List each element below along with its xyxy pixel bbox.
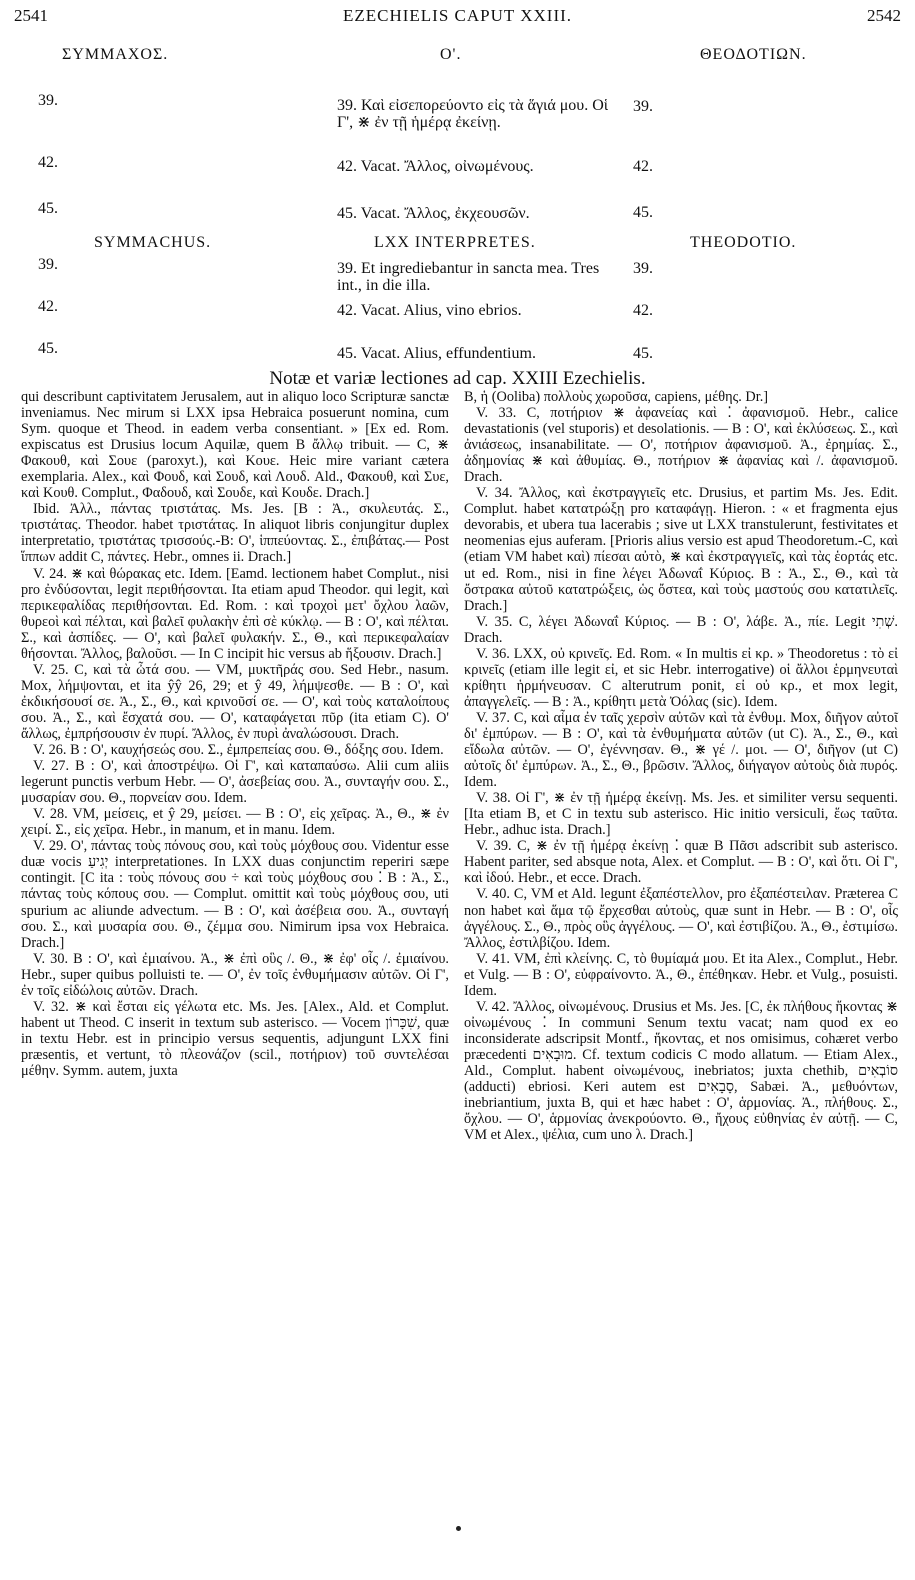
greek-left-verse-num: 39. bbox=[38, 92, 58, 109]
note-paragraph: V. 28. VM, μείσεις, et ŷ 29, μείσει. — B : O', εἰς χεῖρας. Ἀ., Θ., ⋇ ἐν χειρί. Σ., εἰς χεῖρα. Hebr., in manum, et in manu. Idem. bbox=[21, 806, 449, 839]
note-paragraph: V. 35. C, λέγει Ἀδωναΐ Κύριος. — B : O', λάβε. Ἀ., πίε. Legit שְׁתִי. Drach. bbox=[464, 613, 898, 646]
notes-title: Notæ et variæ lectiones ad cap. XXIII Ezechielis. bbox=[269, 368, 646, 389]
greek-col-heading-theodotion: ΘΕΟΔΟΤΙΩΝ. bbox=[700, 46, 807, 63]
note-paragraph: V. 40. C, VM et Ald. legunt ἐξαπέστελλον, pro ἐξαπέστειλαν. Præterea C non habet καὶ ἅμα τῷ ἔρχεσθαι αὐτοὺς, quæ sunt in Hebr. — B : O', οἷς ἀγγέλους. Σ., Θ., πρὸς οὓς ἀγγέλους. — O', καὶ ἐστιβίζου. Ἀ., Θ., ἐστιμίσω. Ἄλλος, ἐστιλβίζου. Idem. bbox=[464, 886, 898, 951]
latin-col-heading-lxx: LXX INTERPRETES. bbox=[374, 234, 536, 251]
page-title: EZECHIELIS CAPUT XXIII. bbox=[342, 6, 573, 25]
latin-right-verse-num: 42. bbox=[633, 302, 653, 319]
right-page-number: 2542 bbox=[867, 6, 901, 25]
greek-left-verse-num: 45. bbox=[38, 200, 58, 217]
greek-lxx-verse: 39. Καὶ εἰσεπορεύοντο εἰς τὰ ἅγιά μου. Οἱ Γ', ⋇ ἐν τῇ ἡμέρᾳ ἐκείνῃ. bbox=[337, 97, 609, 131]
note-paragraph: V. 34. Ἄλλος, καὶ ἐκστραγγιεῖς etc. Drusius, et partim Ms. Jes. Edit. Complut. habet κατατρώξῃ pro καταφάγῃ. Hieron. : « et fragmenta ejus devorabis, et ubera tua lacerabis ; sive ut LXX transtulerunt, festivitates et neomenias ejus auferam. [Prioris alius versio est apud Theodoretum.-C, καὶ (etiam VM habet καὶ) πίεσαι αὐτὸ, ⋇ καὶ ἐκστραγγιεῖς, καὶ τὰς ἑορτάς etc. ut ed. Rom., nisi in fine λέγει Ἀδωναΐ Κύριος. B : Ἀ., Σ., Θ., καὶ τὰ ὄστρακα αὐτοῦ κατατρώξεις, ὡς ὄστεα, καὶ τοὺς μαστούς σου κατατιλεῖς. Drach.] bbox=[464, 485, 898, 614]
note-paragraph: V. 37. C, καὶ αἷμα ἐν ταῖς χερσὶν αὐτῶν καὶ τὰ ἐνθυμ. Mox, διῆγον αὐτοῖ δι' ἐμπύρων. — B : O', καὶ τὰ ἐνθυμήματα αὐτῶν (ut C). Ἀ., Σ., Θ., καὶ εἴδωλα αὐτῶν. — O', ἐγέννησαν. Θ., ⋇ γέ /. μοι. — O', διῆγον (ut C) αὐτοῖς δι' ἐμπύρων. Ἀ., Σ., Θ., βρῶσιν. Ἄλλος, διήγαγον αὐτοὺς διὰ πυρός. Idem. bbox=[464, 709, 898, 791]
note-paragraph: V. 25. C, καὶ τὰ ὦτά σου. — VM, μυκτῆράς σου. Sed Hebr., nasum. Mox, λήμψονται, et ita ŷŷ 26, 29; et ŷ 49, λήμψεσθε. — B : O', καὶ ἐκδικήσουσί σε. Ἀ., Σ., Θ., καὶ κρινοῦσί σε. — O', καὶ τοὺς καταλοίπους σου. Ἀ., Σ., καὶ ἔσχατά σου. — O', καταφάγεται πῦρ (ita etiam C). O' ἄλλως, ἐμπρήσουσιν ἐν πυρί. Ἄλλος, ἐν πυρὶ ἀναλώσουσι. Drach. bbox=[21, 661, 449, 742]
greek-left-verse-num: 42. bbox=[38, 154, 58, 171]
note-paragraph: V. 26. B : O', καυχήσεώς σου. Σ., ἐμπρεπείας σου. Θ., δόξης σου. Idem. bbox=[33, 742, 444, 759]
note-paragraph: V. 41. VM, ἐπὶ κλείνης. C, τὸ θυμίαμά μου. Et ita Alex., Complut., Hebr. et Vulg. — B : O', εὐφραίνοντο. Ἀ., Θ., ἐπέθηκαν. Hebr. et Vulg., posuisti. Idem. bbox=[464, 950, 898, 999]
note-paragraph: B, ἡ (Ooliba) πολλοὺς χωροῦσα, capiens, μέθης. Dr.] bbox=[464, 389, 769, 405]
latin-col-heading-symmachus: SYMMACHUS. bbox=[94, 234, 212, 251]
notes-right-column bbox=[464, 389, 898, 1143]
note-paragraph: V. 27. B : O', καὶ ἀποστρέψω. Οἱ Γ', καὶ καταπαύσω. Alii cum aliis legerunt punctis verbum Hebr. — O', ἀσεβείας σου. Ἀ., συνταγήν σου. Σ., μυσαρίαν σου. Θ., πορνείαν σου. Idem. bbox=[21, 758, 449, 807]
left-page-number: 2541 bbox=[14, 6, 48, 25]
running-header bbox=[14, 6, 901, 30]
greek-col-heading-symmachus: ΣΥΜΜΑΧΟΣ. bbox=[62, 46, 169, 63]
latin-col-heading-theodotion: THEODOTIO. bbox=[690, 234, 797, 251]
greek-right-verse-num: 39. bbox=[633, 98, 653, 115]
latin-lxx-verse: 42. Vacat. Alius, vino ebrios. bbox=[337, 302, 522, 319]
greek-right-verse-num: 42. bbox=[633, 158, 653, 175]
note-paragraph: V. 42. Ἄλλος, οἰνωμένους. Drusius et Ms. Jes. [C, ἐκ πλήθους ἥκοντας ⋇ οἰνωμένους ⁚ In communi Senum textu vacat; nam quod ex eo inconsiderate adscripsit Montf., ἥκοντας, et nos omisimus, cohæret verbo præcedenti מוּבָאִים. Cf. textum codicis C modo allatum. — Etiam Alex., Ald., Complut. habent οἰνωμένους, inebriatos; juxta chethib, סוֹבְאִים (adducti) ebriosi. Keri autem est סָבָאִים, Sabæi. Ἀ., μεθυόντων, inebriantium, juxta B, qui et hæc habet : O', ἁρμονίας. Ἀ., πλήθους. Σ., ὄχλου. — O', ἁρμονίας ἀνεκρούοντο. Θ., ἤχους εὐθηνίας ἐν αὐτῇ. — C, VM et Alex., ψέλια, cum uno λ. Drach.] bbox=[464, 998, 898, 1144]
latin-right-verse-num: 39. bbox=[633, 260, 653, 277]
note-paragraph: V. 38. Οἱ Γ', ⋇ ἐν τῇ ἡμέρᾳ ἐκείνῃ. Ms. Jes. et similiter versu sequenti. [Ita etiam B, et C in textu sub asterisco. Hic initio versiculi, ἕως ταῦτα. Hebr., adhuc ista. Drach.] bbox=[464, 790, 898, 839]
notes-left-column bbox=[21, 389, 449, 1079]
greek-lxx-verse: 45. Vacat. Ἄλλος, ἐκχεουσῶν. bbox=[337, 205, 530, 222]
latin-lxx-verse: 39. Et ingrediebantur in sancta mea. Tres int., in die illa. bbox=[337, 260, 600, 294]
note-paragraph: V. 30. B : O', καὶ ἐμιαίνου. Ἀ., ⋇ ἐπὶ οὓς /. Θ., ⋇ ἐφ' οἷς /. ἐμιαίνου. Hebr., super quibus polluisti te. — O', ἐν τοῖς ἐνθυμήμασιν αὐτῶν. Οἱ Γ', ἐν τοῖς εἰδώλοις αὐτῶν. Drach. bbox=[21, 950, 449, 999]
latin-left-verse-num: 42. bbox=[38, 298, 58, 315]
note-paragraph: V. 33. C, ποτήριον ⋇ ἀφανείας καὶ ⁚ ἀφανισμοῦ. Hebr., calice devastationis (vel stuporis) et desolationis. — B : O', καὶ ἐκλύσεως. Σ., καὶ ἀνιάσεως, insanabilitate. — O', ποτήριον ἀφανισμοῦ. Ἀ., ἐρημίας. Σ., ἀδημονίας ⋇ καὶ ἀθυμίας. Θ., ποτήριον ⋇ ἀφανίας καὶ /. ἀφανισμοῦ. Drach. bbox=[464, 405, 898, 486]
note-paragraph: V. 29. O', πάντας τοὺς πόνους σου, καὶ τοὺς μόχθους σου. Videntur esse duæ vocis יְגִיעַ interpretationes. In LXX duas conjunctim reperiri sæpe contingit. [C ita : τοὺς πόνους σου ÷ καὶ τοὺς μόχθους σου ⁚ B : Ἀ., Σ., πάντας τοὺς κόπους σου. — Complut. omittit καὶ τοὺς μόχθους σου, uti spurium ac aliunde advectum. — B : O', καὶ ἀσέβεια σου. Ἀ., συνταγή σου. Σ., καὶ μυσαρία σου. Θ., ζέμμα σου. Nimirum ipsa vox Hebraica. Drach.] bbox=[21, 838, 449, 951]
latin-lxx-verse: 45. Vacat. Alius, effundentium. bbox=[337, 345, 536, 362]
note-paragraph: Ibid. Ἀλλ., πάντας τριστάτας. Ms. Jes. [B : Ἀ., σκυλευτάς. Σ., τριστάτας. Theodor. habet τριστάτας. In aliquot libris conjungitur duplex interpretatio, τριστάτας τρισσούς.-B: O', ἱππεύοντας. Σ., ἐπιβάτας.— Post ἵππων addit C, πάντες. Hebr., omnes ii. Drach.] bbox=[21, 501, 449, 566]
latin-right-verse-num: 45. bbox=[633, 345, 653, 362]
note-paragraph: V. 36. LXX, οὐ κρινεῖς. Ed. Rom. « In multis εἰ κρ. » Theodoretus : τὸ εἰ κρινεῖς (etiam ille legit εἰ, et sic Hebr. interrogative) οἱ ἄλλοι ἑρμηνευταὶ κρίθητι ἡρμήνευσαν. C alterutrum ponit, εἰ οὐ κρ., et mox legit, ἀπαγγελεῖς. — B : Ἀ., κρίθητι μετὰ Ὀόλας (sic). Idem. bbox=[464, 645, 898, 710]
latin-left-verse-num: 39. bbox=[38, 256, 58, 273]
greek-lxx-verse: 42. Vacat. Ἄλλος, οἰνωμένους. bbox=[337, 158, 534, 175]
note-paragraph: V. 39. C, ⋇ ἐν τῇ ἡμέρᾳ ἐκείνῃ ⁚ quæ B Πᾶσι adscribit sub asterisco. Habent pariter, sed absque nota, Alex. et Complut. — B : O', καὶ ὅτι. Οἱ Γ', καὶ ἰδού. Hebr., et ecce. Drach. bbox=[464, 838, 898, 887]
latin-left-verse-num: 45. bbox=[38, 340, 58, 357]
note-paragraph: V. 32. ⋇ καὶ ἔσται εἰς γέλωτα etc. Ms. Jes. [Alex., Ald. et Complut. habent ut Theod. C inserit in textum sub asterisco. — Vocem שִׁכָּרוֹן, quæ in textu Hebr. est in principio versus sequentis, adjungunt LXX fini præsentis, et vertunt, τὸ πλεονάζον (scil., ποτήριον) τοῦ συντελέσαι μέθην. Symm. autem, juxta bbox=[21, 998, 450, 1079]
greek-col-heading-lxx: Ο'. bbox=[440, 46, 462, 63]
bottom-dot-mark bbox=[456, 1526, 461, 1531]
note-paragraph: qui describunt captivitatem Jerusalem, aut in aliquo loco Scripturæ sanctæ inveniamus. Nec mirum si LXX ipsa Hebraica posuerunt nomina, cum Sym. quoque et Theod. in eadem verba consentiant. » [Ex ed. Rom. expiscatus est Drusius locum Aquilæ, quem B ἄλλῳ tribuit. — C, ⋇ Φακουθ, καὶ Σουε (paroxyt.), καὶ Κουε. Heic mire variant cætera exemplaria. Alex., καὶ Φουδ, καὶ Σουδ, καὶ Λουδ. Ald., Φακουθ, καὶ Συε, καὶ Κουθ. Complut., Φαδουδ, καὶ Σουδε, καὶ Κουδε. Drach.] bbox=[21, 389, 449, 502]
note-paragraph: V. 24. ⋇ καὶ θώρακας etc. Idem. [Eamd. lectionem habet Complut., nisi pro ἐνδύσονται, legit περιθήσονται. Ita etiam apud Theodor. qui legit, καὶ περικεφαλίδας περιθήσονται. Ed. Rom. : καὶ τροχοὶ μετ' ὄχλου λαῶν, θυρεοὶ καὶ πέλται, καὶ βαλεῖ φυλακὴν ἐπὶ σὲ κύκλῳ. — B : O', καὶ πέλται. Σ., καὶ ἀσπίδες. — O', καὶ βαλεῖ φυλακήν. Σ., Θ., καὶ περικεφαλαίαν θήσονται. Ἄλλος, βαλοῦσι. — In C incipit hic versus ab ἥξουσιν. Drach.] bbox=[21, 565, 449, 662]
greek-right-verse-num: 45. bbox=[633, 204, 653, 221]
